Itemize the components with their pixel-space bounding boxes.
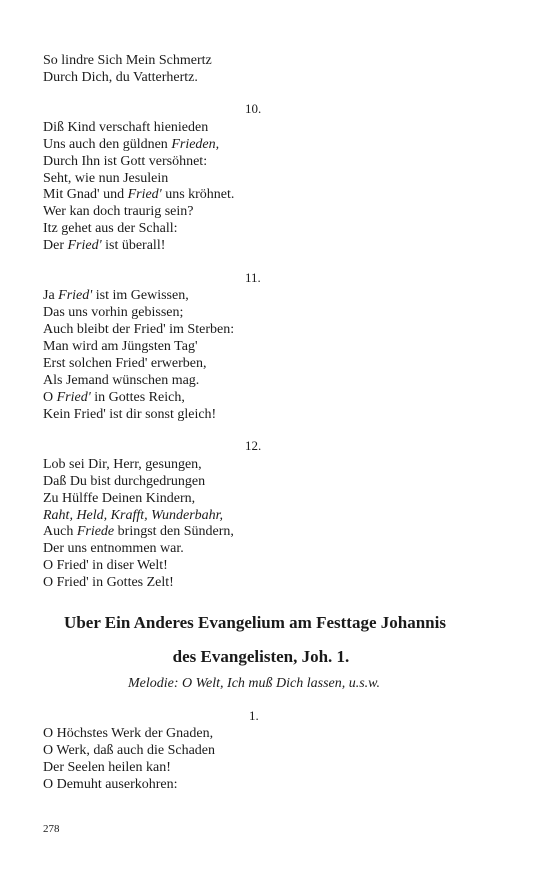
verse-line (43, 490, 195, 507)
italic-segment: Frieden, (171, 137, 220, 152)
text-segment: Uns auch den güldnen (43, 137, 172, 152)
text-segment: in Gottes Reich, (90, 390, 185, 405)
text-segment: Der uns entnommen war. (43, 541, 184, 556)
verse-line (43, 220, 178, 237)
text-segment: ist überall! (101, 238, 166, 253)
italic-segment: Fried' (67, 238, 102, 253)
italic-segment: Fried' (56, 390, 91, 405)
text-segment: Erst solchen Fried' erwerben, (43, 356, 207, 371)
text-segment: O Fried' in Gottes Zelt! (43, 575, 174, 590)
verse-line (43, 237, 165, 254)
text-segment: Seht, wie nun Jesulein (43, 171, 169, 186)
verse-line (43, 355, 206, 372)
text-segment: bringst den Sündern, (114, 524, 234, 539)
verse-number: 12. (245, 438, 262, 453)
text-segment: Zu Hülffe Deinen Kindern, (43, 491, 196, 506)
text-segment: Itz gehet aus der Schall: (43, 221, 178, 236)
text-segment: uns kröhnet. (161, 187, 235, 202)
text-segment: ist im Gewissen, (92, 288, 189, 303)
verse-number: 10. (245, 101, 262, 116)
verse-line (43, 725, 213, 742)
verse-line (43, 473, 205, 490)
text-segment: Daß Du bist durchgedrungen (43, 474, 206, 489)
text-segment: Auch bleibt der Fried' im Sterben: (43, 322, 235, 337)
verse-line (43, 338, 198, 355)
verse-line (43, 287, 189, 304)
verse-line (43, 136, 219, 153)
text-segment: Der (43, 238, 68, 253)
verse-line (43, 186, 234, 203)
italic-segment: Fried' (127, 187, 162, 202)
text-segment: Durch Ihn ist Gott versöhnet: (43, 154, 208, 169)
page-number: 278 (43, 823, 60, 835)
text-segment: Lob sei Dir, Herr, gesungen, (43, 457, 202, 472)
verse-number: 11. (245, 270, 261, 285)
verse-line (43, 557, 168, 574)
text-segment: Als Jemand wünschen mag. (43, 373, 200, 388)
text-segment: O Fried' in diser Welt! (43, 558, 168, 573)
verse-line (43, 372, 199, 389)
verse-line (43, 507, 223, 524)
verse-line (43, 52, 212, 69)
italic-segment: Raht, Held, Krafft, Wunderbahr, (43, 508, 224, 523)
text-segment: Wer kan doch traurig sein? (43, 204, 194, 219)
verse-line (43, 321, 234, 338)
verse-line (43, 456, 202, 473)
text-segment: Auch (43, 524, 77, 539)
text-segment: Ja (43, 288, 59, 303)
verse-line (43, 406, 216, 423)
text-segment: Der Seelen heilen kan! (43, 760, 171, 775)
italic-segment: Fried' (58, 288, 93, 303)
verse-line (43, 776, 178, 793)
melody-line: Melodie: O Welt, Ich muß Dich lassen, u.s.w. (128, 676, 380, 691)
verse-line (43, 304, 183, 321)
verse-line (43, 523, 234, 540)
italic-segment: Friede (76, 524, 115, 539)
text-segment: Diß Kind verschaft hienieden (43, 120, 209, 135)
verse-line (43, 203, 193, 220)
section-title-line-1: Uber Ein Anderes Evangelium am Festtage Johannis (64, 613, 446, 632)
verse-line (43, 574, 174, 591)
verse-line (43, 119, 208, 136)
text-segment: Mit Gnad' und (43, 187, 128, 202)
verse-line (43, 759, 171, 776)
text-segment: O Demuht auserkohren: (43, 777, 178, 792)
section-title-line-2: des Evangelisten, Joh. 1. (172, 647, 350, 666)
text-segment: O Höchstes Werk der Gnaden, (43, 726, 214, 741)
text-segment: So lindre Sich Mein Schmertz (43, 53, 212, 68)
verse-line (43, 170, 168, 187)
verse-line (43, 389, 185, 406)
text-segment: Das uns vorhin gebissen; (43, 305, 184, 320)
text-segment: Durch Dich, du Vatterhertz. (43, 70, 198, 85)
text-segment: Kein Fried' ist dir sonst gleich! (43, 407, 217, 422)
verse-line (43, 742, 215, 759)
text-segment: Man wird am Jüngsten Tag' (43, 339, 198, 354)
text-segment: O (43, 390, 57, 405)
verse-number: 1. (249, 708, 259, 723)
verse-line (43, 540, 184, 557)
text-segment: O Werk, daß auch die Schaden (43, 743, 215, 758)
verse-line (43, 69, 198, 86)
verse-line (43, 153, 207, 170)
